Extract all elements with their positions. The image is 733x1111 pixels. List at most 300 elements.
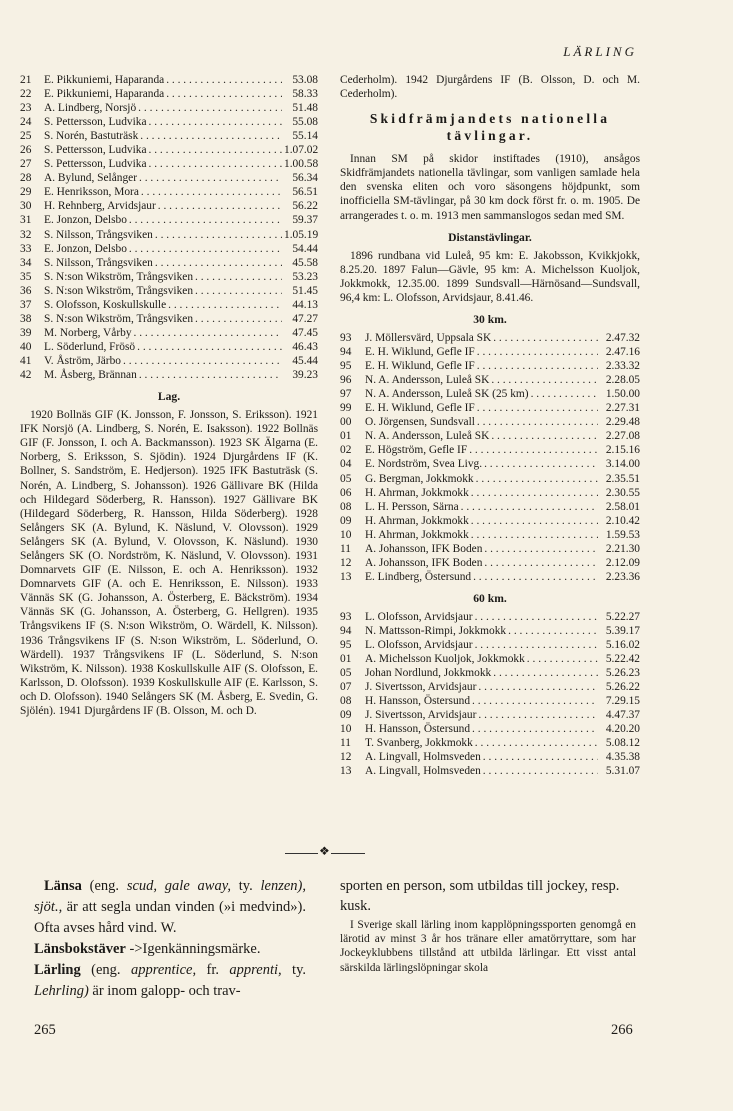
entry-term: Länsa bbox=[44, 878, 82, 894]
result-name: N. A. Andersson, Luleå SK (25 km) bbox=[365, 388, 529, 401]
leader-dots bbox=[478, 708, 598, 722]
result-number: 09 bbox=[340, 709, 352, 722]
result-number: 00 bbox=[340, 416, 352, 429]
result-row bbox=[340, 486, 640, 500]
results-list-30km bbox=[340, 331, 640, 584]
result-name: S. Nilsson, Trångsviken bbox=[44, 228, 153, 241]
result-number: 94 bbox=[340, 624, 352, 637]
result-row bbox=[20, 354, 318, 368]
result-number: 40 bbox=[20, 340, 32, 353]
result-time: 55.14 bbox=[292, 130, 318, 143]
result-number: 08 bbox=[340, 500, 352, 513]
result-number: 97 bbox=[340, 388, 352, 401]
lag-paragraph: 1920 Bollnäs GIF (K. Jonsson, F. Jonsson, S. Eriksson). 1921 IFK Norsjö (A. Lindberg, S. Norén, E. Isaksson). 1922 Bollnäs GIF (F. Jonsson, I. och A. Backmansson). 1923 SK Älgarna (E. Norberg, S. Eriksson, S. Sjödin). 1924 Djurgårdens IF (K. Bollner, S. Sandström, E. Hedjerson). 1925 IFK Bastuträsk (S. Norén, A. Lindberg, S. Johansson). 1926 Gällivare BK (Hilda och Hildegard Söderberg, R. Hansson). 1927 Gällivare BK (Hildegard Söderberg, R. Hansson, Hilda Söderberg). 1928 Selångers SK (A. Bylund, K. Näslund, V. Olovsson). 1929 Selångers SK (A. Bylund, V. Olovsson, K. Näslund). 1930 Selångers SK (O. Nordström, K. Näslund, V. Olovsson). 1931 Domnarvets GIF (E. Nilsson, E. och A. Henriksson). 1932 Domnarvets GIF (A. och E. Henriksson, E. Nilsson). 1933 Vännäs SK (G. Johansson, A. Österberg, E. Bäckström). 1934 Vännäs SK (G. Johansson, A. Österberg, G. Hellgren). 1935 Trångsvikens IF (S. N:son Wikström, O. Wärdell, K. Nilsson). 1936 Trångsvikens IF (S. N:son Wikström, L. Söderlund, O. Wärdell). 1937 Trångsvikens IF (L. Söderlund, S. N:son Wikström, K. Nilsson). 1938 Koskullskulle AIF (S. Olofsson, E. Karlsson, D. Olofsson). 1939 Koskullskulle AIF (E. Karlsson, S. och D. Olofsson). 1940 Selångers SK (M. Åsberg, E. Svedin, G. Sjölén). 1941 Djurgårdens IF (B. Olsson, M. och D. bbox=[20, 409, 318, 717]
result-name: L. Olofsson, Arvidsjaur bbox=[365, 610, 473, 623]
leader-dots bbox=[483, 764, 598, 778]
result-row bbox=[340, 331, 640, 345]
entry-text: är inom galopp- och trav- bbox=[88, 983, 241, 999]
result-row bbox=[340, 345, 640, 359]
larling-continuation: sporten en person, som utbildas till jockey, resp. kusk. bbox=[340, 878, 620, 914]
result-name: E. Högström, Gefle IF bbox=[365, 444, 468, 457]
result-time: 54.44 bbox=[292, 242, 318, 255]
km60-heading: 60 km. bbox=[473, 591, 507, 605]
leader-dots bbox=[166, 87, 282, 101]
result-number: 42 bbox=[20, 368, 32, 381]
result-name: T. Svanberg, Jokkmokk bbox=[365, 737, 473, 750]
result-number: 05 bbox=[340, 472, 352, 485]
result-row bbox=[340, 694, 640, 708]
result-time: 45.58 bbox=[292, 256, 318, 269]
leader-dots bbox=[531, 387, 598, 401]
result-row bbox=[20, 298, 318, 312]
result-row bbox=[340, 443, 640, 457]
leader-dots bbox=[134, 326, 282, 340]
result-time: 56.22 bbox=[292, 200, 318, 213]
result-name: E. H. Wiklund, Gefle IF bbox=[365, 360, 475, 373]
result-time: 1.59.53 bbox=[605, 528, 640, 541]
leader-dots bbox=[527, 652, 598, 666]
result-name: N. A. Andersson, Luleå SK bbox=[365, 374, 490, 387]
result-row bbox=[340, 514, 640, 528]
result-time: 2.27.08 bbox=[605, 430, 640, 443]
result-time: 44.13 bbox=[292, 298, 318, 311]
result-number: 38 bbox=[20, 312, 32, 325]
result-number: 27 bbox=[20, 158, 32, 171]
leader-dots bbox=[149, 157, 282, 171]
leader-dots bbox=[139, 368, 282, 382]
running-head: LÄRLING bbox=[563, 44, 637, 59]
leader-dots bbox=[471, 528, 598, 542]
result-name: H. Hansson, Östersund bbox=[365, 695, 471, 708]
result-number: 93 bbox=[340, 610, 352, 623]
result-row bbox=[340, 708, 640, 722]
leader-dots bbox=[478, 680, 598, 694]
result-time: 2.27.31 bbox=[605, 402, 640, 415]
result-number: 05 bbox=[340, 667, 352, 680]
result-name: E. H. Wiklund, Gefle IF bbox=[365, 402, 475, 415]
leader-dots bbox=[483, 750, 598, 764]
result-row bbox=[20, 129, 318, 143]
result-number: 36 bbox=[20, 284, 32, 297]
result-time: 51.48 bbox=[292, 102, 318, 115]
result-time: 5.08.12 bbox=[605, 737, 640, 750]
leader-dots bbox=[484, 556, 598, 570]
result-row bbox=[340, 359, 640, 373]
result-name: A. Lindberg, Norsjö bbox=[44, 102, 137, 115]
result-name: N. Mattsson-Rimpi, Jokkmokk bbox=[365, 624, 507, 637]
leader-dots bbox=[475, 610, 598, 624]
result-name: E. Pikkuniemi, Haparanda bbox=[44, 88, 165, 101]
result-name: G. Bergman, Jokkmokk bbox=[365, 472, 474, 485]
result-name: L. Söderlund, Frösö bbox=[44, 340, 136, 353]
result-number: 01 bbox=[340, 653, 352, 666]
result-name: E. Jonzon, Delsbo bbox=[44, 214, 127, 227]
result-time: 53.23 bbox=[292, 270, 318, 283]
result-time: 58.33 bbox=[292, 88, 318, 101]
result-row bbox=[340, 556, 640, 570]
result-time: 1.00.58 bbox=[284, 158, 319, 171]
result-row bbox=[20, 326, 318, 340]
result-row bbox=[20, 115, 318, 129]
result-time: 56.34 bbox=[292, 172, 318, 185]
result-time: 5.16.02 bbox=[605, 638, 640, 651]
result-number: 94 bbox=[340, 346, 352, 359]
leader-dots bbox=[477, 359, 598, 373]
result-name: E. Nordström, Svea Livg. bbox=[365, 458, 483, 471]
entry-text: ty. bbox=[230, 878, 261, 894]
result-number: 25 bbox=[20, 130, 32, 143]
result-name: E. H. Wiklund, Gefle IF bbox=[365, 346, 475, 359]
result-number: 23 bbox=[20, 102, 32, 115]
leader-dots bbox=[508, 624, 598, 638]
entry-italic: lenzen), sjöt., bbox=[34, 878, 306, 915]
result-number: 41 bbox=[20, 354, 32, 367]
result-time: 2.30.55 bbox=[605, 486, 640, 499]
result-time: 2.47.32 bbox=[605, 332, 640, 345]
leader-dots bbox=[491, 429, 598, 443]
result-name: V. Åström, Järbo bbox=[44, 354, 121, 367]
result-number: 09 bbox=[340, 514, 352, 527]
result-name: H. Ahrman, Jokkmokk bbox=[365, 486, 469, 499]
result-number: 22 bbox=[20, 88, 32, 101]
result-name: S. N:son Wikström, Trångsviken bbox=[44, 312, 194, 325]
result-row bbox=[340, 764, 640, 778]
leader-dots bbox=[149, 115, 282, 129]
distans-heading: Distanstävlingar. bbox=[448, 230, 532, 244]
leader-dots bbox=[155, 228, 282, 242]
result-name: A. Bylund, Selånger bbox=[44, 172, 138, 185]
result-row bbox=[340, 373, 640, 387]
leader-dots bbox=[195, 270, 282, 284]
entry-text: (eng. bbox=[80, 962, 131, 978]
result-time: 2.29.48 bbox=[605, 416, 640, 429]
result-row bbox=[340, 570, 640, 584]
result-row bbox=[340, 472, 640, 486]
result-name: E. Pikkuniemi, Haparanda bbox=[44, 74, 165, 86]
result-number: 10 bbox=[340, 723, 352, 736]
result-time: 51.45 bbox=[292, 284, 318, 297]
result-number: 35 bbox=[20, 270, 32, 283]
result-time: 5.39.17 bbox=[605, 624, 640, 637]
result-time: 56.51 bbox=[292, 186, 318, 199]
result-row bbox=[340, 666, 640, 680]
result-time: 4.47.37 bbox=[605, 709, 640, 722]
result-number: 34 bbox=[20, 256, 32, 269]
result-name: E. Henriksson, Mora bbox=[44, 186, 139, 199]
result-row bbox=[340, 401, 640, 415]
result-time: 5.22.27 bbox=[605, 610, 640, 623]
result-row bbox=[340, 457, 640, 471]
leader-dots bbox=[461, 500, 598, 514]
result-time: 2.21.30 bbox=[605, 542, 640, 555]
result-row bbox=[20, 213, 318, 227]
result-time: 2.35.51 bbox=[605, 472, 640, 485]
result-row bbox=[340, 429, 640, 443]
result-number: 37 bbox=[20, 298, 32, 311]
result-row bbox=[340, 500, 640, 514]
result-time: 59.37 bbox=[292, 214, 318, 227]
result-name: S. N:son Wikström, Trångsviken bbox=[44, 284, 194, 297]
result-time: 2.23.36 bbox=[605, 570, 640, 583]
leader-dots bbox=[141, 185, 282, 199]
result-time: 4.20.20 bbox=[605, 723, 640, 736]
result-time: 1.50.00 bbox=[605, 388, 640, 401]
left-column bbox=[20, 73, 318, 718]
leader-dots bbox=[471, 486, 598, 500]
result-row bbox=[20, 270, 318, 284]
result-row bbox=[20, 242, 318, 256]
leader-dots bbox=[149, 143, 282, 157]
result-number: 39 bbox=[20, 326, 32, 339]
result-row bbox=[20, 143, 318, 157]
results-list-left bbox=[20, 73, 318, 382]
larling-details: I Sverige skall lärling inom kapplöpningssporten genomgå en lärotid av minst 3 år hos tränare eller amatörryttare, som har Jockeyklubbens tillstånd att utbilda lärlingar. Ett visst antal särskilda lärlingslöpningar skola bbox=[340, 919, 636, 974]
result-number: 11 bbox=[340, 737, 351, 750]
result-row bbox=[340, 638, 640, 652]
lag-heading: Lag. bbox=[157, 390, 181, 404]
result-time: 4.35.38 bbox=[605, 751, 640, 764]
entry-continuation bbox=[340, 876, 636, 975]
result-name: H. Ahrman, Jokkmokk bbox=[365, 514, 469, 527]
leader-dots bbox=[472, 694, 598, 708]
result-row bbox=[20, 340, 318, 354]
result-row bbox=[340, 528, 640, 542]
leader-dots bbox=[471, 514, 598, 528]
result-number: 11 bbox=[340, 542, 351, 555]
result-time: 45.44 bbox=[292, 354, 318, 367]
entry-text: (eng. bbox=[81, 878, 127, 894]
result-name: M. Norberg, Vårby bbox=[44, 326, 132, 339]
leader-dots bbox=[493, 666, 598, 680]
result-number: 29 bbox=[20, 186, 32, 199]
result-row bbox=[20, 101, 318, 115]
result-number: 13 bbox=[340, 765, 352, 778]
entry-larling bbox=[34, 960, 306, 1002]
result-time: 39.23 bbox=[292, 368, 318, 381]
leader-dots bbox=[472, 722, 598, 736]
result-time: 2.28.05 bbox=[605, 374, 640, 387]
result-number: 33 bbox=[20, 242, 32, 255]
result-number: 21 bbox=[20, 74, 32, 86]
leader-dots bbox=[138, 101, 282, 115]
leader-dots bbox=[477, 401, 598, 415]
result-name: S. Pettersson, Ludvika bbox=[44, 144, 147, 157]
leader-dots bbox=[139, 171, 282, 185]
entry-term: Lärling bbox=[34, 962, 81, 978]
result-row bbox=[20, 157, 318, 171]
result-row bbox=[20, 87, 318, 101]
result-number: 30 bbox=[20, 200, 32, 213]
result-time: 46.43 bbox=[292, 340, 318, 353]
entry-text: fr. bbox=[196, 962, 230, 978]
result-time: 2.47.16 bbox=[605, 346, 640, 359]
right-column bbox=[340, 73, 640, 778]
dictionary-entries bbox=[34, 876, 306, 1002]
leader-dots bbox=[484, 457, 598, 471]
result-name: S. N:son Wikström, Trångsviken bbox=[44, 270, 194, 283]
result-number: 08 bbox=[340, 695, 352, 708]
result-time: 5.26.23 bbox=[605, 667, 640, 680]
leader-dots bbox=[123, 354, 282, 368]
entry-term: Länsbokstäver bbox=[34, 941, 126, 957]
continuation-paragraph: Cederholm). 1942 Djurgårdens IF (B. Olsson, D. och M. Cederholm). bbox=[340, 74, 640, 101]
result-row bbox=[340, 652, 640, 666]
leader-dots bbox=[166, 73, 282, 87]
leader-dots bbox=[475, 736, 598, 750]
result-time: 5.22.42 bbox=[605, 653, 640, 666]
result-row bbox=[20, 171, 318, 185]
result-time: 1.05.19 bbox=[284, 228, 319, 241]
result-name: H. Rehnberg, Arvidsjaur bbox=[44, 200, 156, 213]
page-number-right: 266 bbox=[611, 1022, 633, 1038]
result-row bbox=[20, 185, 318, 199]
entry-italic: apprentice, bbox=[130, 962, 197, 978]
result-number: 28 bbox=[20, 172, 32, 185]
result-time: 1.07.02 bbox=[284, 144, 319, 157]
leader-dots bbox=[195, 312, 282, 326]
result-number: 31 bbox=[20, 214, 32, 227]
result-number: 95 bbox=[340, 360, 352, 373]
result-row bbox=[20, 368, 318, 382]
leader-dots bbox=[493, 331, 598, 345]
leader-dots bbox=[140, 129, 282, 143]
result-name: J. Sivertsson, Arvidsjaur bbox=[365, 709, 477, 722]
result-name: L. H. Persson, Särna bbox=[365, 500, 459, 513]
result-name: S. Pettersson, Ludvika bbox=[44, 116, 147, 129]
leader-dots bbox=[137, 340, 282, 354]
result-name: H. Hansson, Östersund bbox=[365, 723, 471, 736]
result-number: 95 bbox=[340, 638, 352, 651]
result-time: 5.26.22 bbox=[605, 681, 640, 694]
result-number: 01 bbox=[340, 430, 352, 443]
result-number: 13 bbox=[340, 570, 352, 583]
result-time: 55.08 bbox=[292, 116, 318, 129]
result-name: N. A. Andersson, Luleå SK bbox=[365, 430, 490, 443]
result-time: 53.08 bbox=[292, 74, 318, 86]
entry-lansbokstaver bbox=[34, 939, 306, 960]
result-name: A. Johansson, IFK Boden bbox=[365, 542, 483, 555]
leader-dots bbox=[129, 213, 282, 227]
section-title: Skidfrämjandets nationella tävlingar. bbox=[369, 111, 611, 144]
entry-italic: Lehrling) bbox=[34, 983, 89, 999]
result-number: 12 bbox=[340, 751, 352, 764]
result-row bbox=[340, 722, 640, 736]
result-name: A. Michelsson Kuoljok, Jokkmokk bbox=[365, 653, 525, 666]
entry-italic: scud, gale away, bbox=[126, 878, 231, 894]
result-name: S. Olofsson, Koskullskulle bbox=[44, 298, 167, 311]
result-row bbox=[20, 256, 318, 270]
result-name: J. Sivertsson, Arvidsjaur bbox=[365, 681, 477, 694]
result-number: 32 bbox=[20, 228, 32, 241]
entry-text: är att segla undan vinden (»i medvind»). Ofta avses hård vind. W. bbox=[34, 899, 306, 936]
result-name: E. Lindberg, Östersund bbox=[365, 570, 472, 583]
result-row bbox=[340, 680, 640, 694]
result-name: J. Möllersvärd, Uppsala SK bbox=[365, 332, 492, 345]
result-time: 7.29.15 bbox=[605, 695, 640, 708]
result-number: 24 bbox=[20, 116, 32, 129]
result-name: E. Jonzon, Delsbo bbox=[44, 242, 127, 255]
leader-dots bbox=[477, 345, 598, 359]
result-name: O. Jörgensen, Sundsvall bbox=[365, 416, 475, 429]
result-number: 99 bbox=[340, 402, 352, 415]
result-number: 06 bbox=[340, 486, 352, 499]
section-divider bbox=[285, 844, 365, 860]
leader-dots bbox=[168, 298, 282, 312]
result-row bbox=[340, 750, 640, 764]
result-row bbox=[340, 624, 640, 638]
entry-text: ty. bbox=[281, 962, 307, 978]
entry-text: ->Igenkänningsmärke. bbox=[125, 941, 261, 957]
leader-dots bbox=[158, 199, 282, 213]
result-time: 3.14.00 bbox=[605, 458, 640, 471]
leader-dots bbox=[195, 284, 282, 298]
result-time: 47.27 bbox=[292, 312, 318, 325]
result-name: S. Norén, Bastuträsk bbox=[44, 130, 139, 143]
leader-dots bbox=[469, 443, 598, 457]
result-row bbox=[340, 610, 640, 624]
leader-dots bbox=[476, 472, 598, 486]
leader-dots bbox=[473, 570, 598, 584]
result-row bbox=[340, 736, 640, 750]
result-name: L. Olofsson, Arvidsjaur bbox=[365, 638, 473, 651]
result-time: 2.58.01 bbox=[605, 500, 640, 513]
leader-dots bbox=[129, 242, 282, 256]
result-number: 96 bbox=[340, 374, 352, 387]
result-row bbox=[20, 284, 318, 298]
km30-heading: 30 km. bbox=[473, 313, 507, 327]
result-name: S. Nilsson, Trångsviken bbox=[44, 256, 153, 269]
result-time: 5.31.07 bbox=[605, 765, 640, 778]
result-number: 93 bbox=[340, 332, 352, 345]
result-name: H. Ahrman, Jokkmokk bbox=[365, 528, 469, 541]
intro-paragraph: Innan SM på skidor instiftades (1910), ansågos Skidfrämjandets nationella tävlingar, som vanligen samlade hela den svenska eliten och voro säsongens höjdpunkt, som inofficiella SM-tävlingar, på 30 km dock först fr. o. m. 1905. De arrangerades t. o. m. 1913 men sammanslogos sedan med SM. bbox=[340, 153, 640, 222]
page-number-left: 265 bbox=[34, 1022, 56, 1038]
result-number: 02 bbox=[340, 444, 352, 457]
entry-lansa bbox=[34, 876, 306, 939]
result-row bbox=[20, 312, 318, 326]
leader-dots bbox=[491, 373, 598, 387]
result-name: S. Pettersson, Ludvika bbox=[44, 158, 147, 171]
result-name: Johan Nordlund, Jokkmokk bbox=[365, 667, 492, 680]
result-name: A. Lingvall, Holmsveden bbox=[365, 751, 481, 764]
leader-dots bbox=[475, 638, 598, 652]
result-number: 12 bbox=[340, 556, 352, 569]
result-name: M. Åsberg, Brännan bbox=[44, 368, 137, 381]
result-time: 2.12.09 bbox=[605, 556, 640, 569]
result-row bbox=[20, 228, 318, 242]
result-number: 07 bbox=[340, 681, 352, 694]
leader-dots bbox=[155, 256, 282, 270]
result-number: 10 bbox=[340, 528, 352, 541]
result-time: 47.45 bbox=[292, 326, 318, 339]
result-row bbox=[20, 73, 318, 87]
result-number: 26 bbox=[20, 144, 32, 157]
result-time: 2.10.42 bbox=[605, 514, 640, 527]
results-list-60km bbox=[340, 610, 640, 779]
leader-dots bbox=[477, 415, 598, 429]
result-row bbox=[340, 387, 640, 401]
result-row bbox=[340, 415, 640, 429]
entry-italic: apprenti, bbox=[229, 962, 282, 978]
result-name: A. Lingvall, Holmsveden bbox=[365, 765, 481, 778]
divider-ornament-icon: ❖ bbox=[319, 844, 330, 858]
result-row bbox=[340, 542, 640, 556]
result-time: 2.33.32 bbox=[605, 360, 640, 373]
leader-dots bbox=[484, 542, 598, 556]
result-name: A. Johansson, IFK Boden bbox=[365, 556, 483, 569]
result-number: 04 bbox=[340, 458, 352, 471]
result-row bbox=[20, 199, 318, 213]
